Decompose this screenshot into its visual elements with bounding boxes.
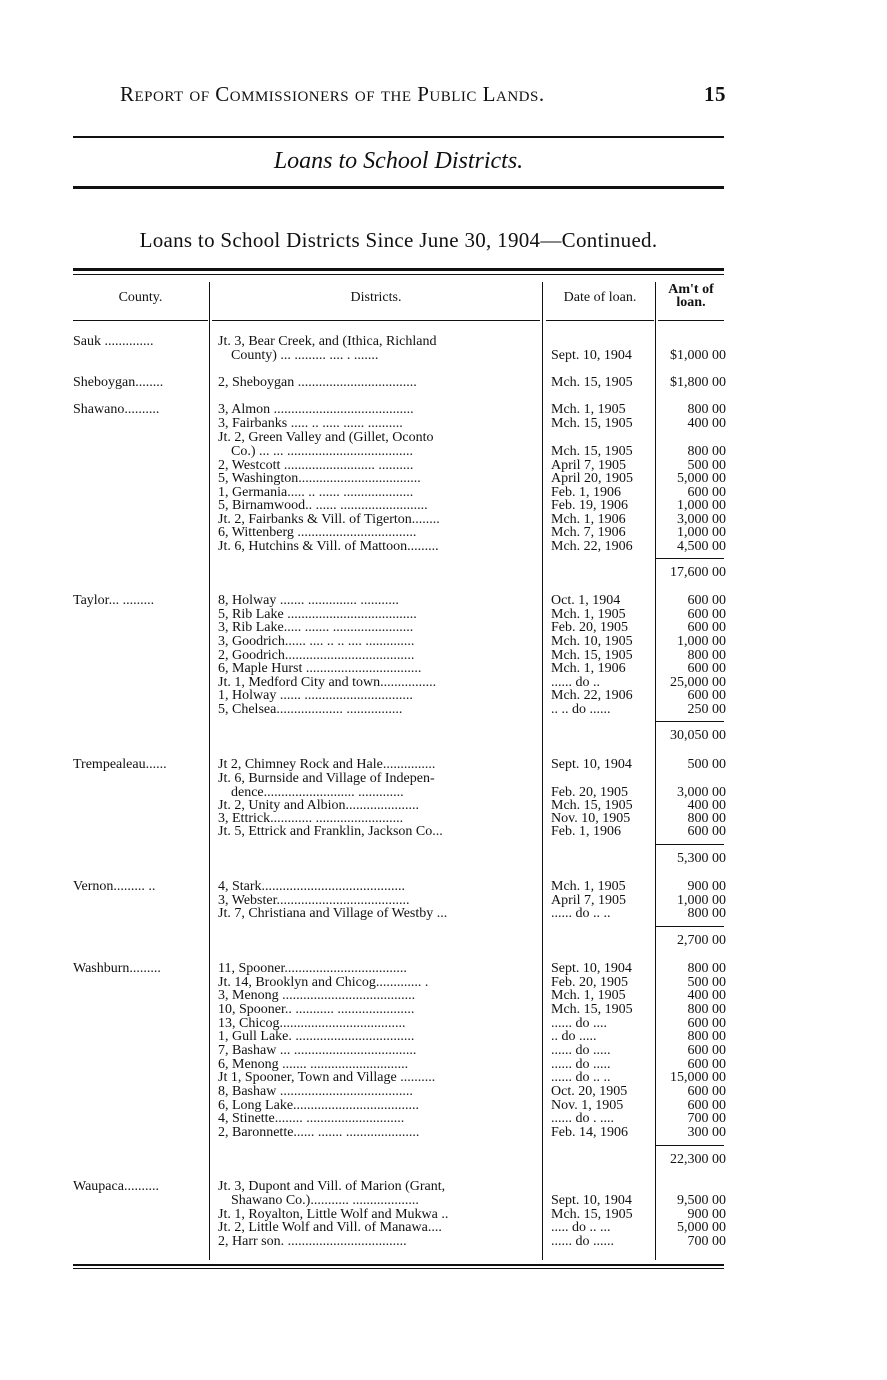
subtotal-amount: 5,300 00: [677, 852, 726, 866]
subtotal-rule: [656, 721, 724, 722]
district-cell: Jt 1, Spooner, Town and Village ..........: [218, 1071, 436, 1085]
district-cell: Jt. 5, Ettrick and Franklin, Jackson Co...: [218, 825, 443, 839]
amount-cell: 800 00: [687, 445, 726, 459]
amount-cell: 500 00: [687, 976, 726, 990]
date-cell: Feb. 1, 1906: [551, 825, 621, 839]
subtotal-amount: 30,050 00: [670, 729, 726, 743]
amount-cell: 600 00: [687, 689, 726, 703]
amount-cell: 600 00: [687, 1099, 726, 1113]
subtotal-rule: [656, 926, 724, 927]
column-header-date: Date of loan.: [563, 290, 637, 305]
column-header-amount-line1: Am't of: [668, 282, 714, 297]
subtotal-amount: 22,300 00: [670, 1153, 726, 1167]
subtotal-rule: [656, 844, 724, 845]
column-divider: [542, 282, 543, 1260]
amount-cell: 300 00: [687, 1126, 726, 1140]
amount-cell: $1,000 00: [670, 349, 726, 363]
running-title: Report of Commissioners of the Public Lands.: [120, 82, 545, 106]
district-cell: Jt. 1, Royalton, Little Wolf and Mukwa ..: [218, 1208, 449, 1222]
subtotal-amount: 2,700 00: [677, 934, 726, 948]
district-cell: 3, Menong ......................................: [218, 989, 416, 1003]
district-cell: 3, Webster......................................: [218, 894, 410, 908]
date-cell: Mch. 15, 1905: [551, 445, 633, 459]
amount-cell: 600 00: [687, 621, 726, 635]
district-cell: Jt. 2, Green Valley and (Gillet, Oconto: [218, 431, 434, 445]
section-title: Loans to School Districts.: [273, 148, 524, 174]
district-cell: 6, Wittenberg ..................................: [218, 526, 417, 540]
date-cell: April 20, 1905: [551, 472, 634, 486]
date-cell: ...... do .....: [551, 1058, 611, 1072]
district-cell: Jt 2, Chimney Rock and Hale...............: [218, 758, 436, 772]
county-cell: Shawano..........: [73, 403, 160, 417]
amount-cell: 4,500 00: [677, 540, 726, 554]
amount-cell: 400 00: [687, 417, 726, 431]
district-cell: Jt. 6, Burnside and Village of Indepen-: [218, 772, 435, 786]
district-cell: 3, Goodrich...... .... .. .. .... ..............: [218, 635, 415, 649]
date-cell: Sept. 10, 1904: [551, 962, 632, 976]
date-cell: ...... do .. ..: [551, 907, 611, 921]
district-cell: 3, Fairbanks ..... .. ..... ...... ..........: [218, 417, 403, 431]
district-cell: 2, Harr son. ..................................: [218, 1235, 407, 1249]
date-cell: ...... do .. ..: [551, 1071, 611, 1085]
column-header-districts: Districts.: [350, 290, 402, 305]
amount-cell: 800 00: [687, 962, 726, 976]
date-cell: ...... do .....: [551, 1044, 611, 1058]
date-cell: April 7, 1905: [551, 894, 627, 908]
amount-cell: 1,000 00: [677, 894, 726, 908]
amount-cell: 600 00: [687, 825, 726, 839]
header-underline: [212, 320, 540, 321]
date-cell: Mch. 15, 1905: [551, 376, 633, 390]
district-cell: 2, Sheboygan ..................................: [218, 376, 417, 390]
amount-cell: 5,000 00: [677, 1221, 726, 1235]
district-cell: 1, Gull Lake. ..................................: [218, 1030, 415, 1044]
amount-cell: 25,000 00: [670, 676, 726, 690]
amount-cell: 600 00: [687, 1044, 726, 1058]
date-cell: Mch. 15, 1905: [551, 649, 633, 663]
amount-cell: 600 00: [687, 594, 726, 608]
date-cell: ...... do ..: [551, 676, 600, 690]
amount-cell: 500 00: [687, 459, 726, 473]
date-cell: Mch. 15, 1905: [551, 1208, 633, 1222]
date-cell: Sept. 10, 1904: [551, 758, 632, 772]
district-cell: dence.......................... .............: [231, 786, 404, 800]
table-top-rule-thin: [73, 274, 724, 275]
date-cell: April 7, 1905: [551, 459, 627, 473]
amount-cell: 800 00: [687, 649, 726, 663]
date-cell: Feb. 20, 1905: [551, 621, 628, 635]
county-cell: Vernon......... ..: [73, 880, 156, 894]
amount-cell: 800 00: [687, 1003, 726, 1017]
amount-cell: 600 00: [687, 1085, 726, 1099]
district-cell: 5, Birnamwood.. ...... .........................: [218, 499, 428, 513]
column-divider: [655, 282, 656, 1260]
amount-cell: 600 00: [687, 662, 726, 676]
amount-cell: 800 00: [687, 812, 726, 826]
header-underline: [658, 320, 724, 321]
amount-cell: 800 00: [687, 907, 726, 921]
column-header-county: County.: [118, 290, 163, 305]
district-cell: Shawano Co.)........... ...................: [231, 1194, 419, 1208]
amount-cell: 500 00: [687, 758, 726, 772]
district-cell: 5, Washington...................................: [218, 472, 421, 486]
district-cell: Jt. 2, Fairbanks & Vill. of Tigerton........: [218, 513, 440, 527]
district-cell: 7, Bashaw ... ...................................: [218, 1044, 417, 1058]
district-cell: Jt. 3, Dupont and Vill. of Marion (Grant,: [218, 1180, 446, 1194]
district-cell: 1, Germania..... .. ...... ....................: [218, 486, 414, 500]
header-underline: [73, 320, 208, 321]
date-cell: Oct. 1, 1904: [551, 594, 621, 608]
subtotal-rule: [656, 558, 724, 559]
date-cell: Mch. 1, 1905: [551, 608, 626, 622]
date-cell: Oct. 20, 1905: [551, 1085, 628, 1099]
amount-cell: 1,000 00: [677, 635, 726, 649]
date-cell: Feb. 20, 1905: [551, 976, 628, 990]
district-cell: 5, Chelsea................... ................: [218, 703, 403, 717]
amount-cell: 9,500 00: [677, 1194, 726, 1208]
district-cell: Co.) ... ... ....................................: [231, 445, 413, 459]
amount-cell: 600 00: [687, 486, 726, 500]
district-cell: Jt. 6, Hutchins & Vill. of Mattoon.........: [218, 540, 439, 554]
county-cell: Sheboygan........: [73, 376, 164, 390]
amount-cell: 250 00: [687, 703, 726, 717]
date-cell: Nov. 10, 1905: [551, 812, 631, 826]
district-cell: 11, Spooner...................................: [218, 962, 407, 976]
date-cell: Mch. 1, 1906: [551, 513, 626, 527]
header-rule-bottom: [73, 186, 724, 189]
district-cell: County) ... ......... .... . .......: [231, 349, 379, 363]
amount-cell: 5,000 00: [677, 472, 726, 486]
amount-cell: 900 00: [687, 1208, 726, 1222]
header-underline: [546, 320, 654, 321]
date-cell: Mch. 7, 1906: [551, 526, 626, 540]
date-cell: ...... do ......: [551, 1235, 614, 1249]
amount-cell: 1,000 00: [677, 526, 726, 540]
amount-cell: 15,000 00: [670, 1071, 726, 1085]
date-cell: Mch. 1, 1905: [551, 403, 626, 417]
county-cell: Washburn.........: [73, 962, 161, 976]
amount-cell: 700 00: [687, 1235, 726, 1249]
column-divider: [209, 282, 210, 1260]
amount-cell: 400 00: [687, 989, 726, 1003]
date-cell: ...... do . ....: [551, 1112, 614, 1126]
date-cell: .. .. do ......: [551, 703, 611, 717]
table-bottom-rule-thin: [73, 1268, 724, 1269]
amount-cell: 900 00: [687, 880, 726, 894]
amount-cell: 400 00: [687, 799, 726, 813]
amount-cell: 800 00: [687, 1030, 726, 1044]
amount-cell: 800 00: [687, 403, 726, 417]
district-cell: 5, Rib Lake .....................................: [218, 608, 417, 622]
district-cell: Jt. 3, Bear Creek, and (Ithica, Richland: [218, 335, 437, 349]
table-title: Loans to School Districts Since June 30, 1904—Continued.: [139, 228, 658, 252]
date-cell: Feb. 20, 1905: [551, 786, 628, 800]
table-bottom-rule: [73, 1264, 724, 1266]
date-cell: .. do .....: [551, 1030, 597, 1044]
district-cell: 6, Menong ....... ............................: [218, 1058, 409, 1072]
district-cell: Jt. 2, Unity and Albion.....................: [218, 799, 420, 813]
district-cell: 4, Stark.........................................: [218, 880, 406, 894]
district-cell: 2, Westcott .......................... ..........: [218, 459, 414, 473]
date-cell: Sept. 10, 1904: [551, 1194, 632, 1208]
date-cell: Mch. 10, 1905: [551, 635, 633, 649]
district-cell: 3, Almon ........................................: [218, 403, 414, 417]
date-cell: Nov. 1, 1905: [551, 1099, 624, 1113]
district-cell: Jt. 7, Christiana and Village of Westby ...: [218, 907, 448, 921]
amount-cell: 600 00: [687, 608, 726, 622]
district-cell: Jt. 1, Medford City and town................: [218, 676, 437, 690]
column-header-amount-line2: loan.: [676, 295, 706, 310]
district-cell: 13, Chicog....................................: [218, 1017, 406, 1031]
district-cell: 8, Holway ....... .............. ...........: [218, 594, 399, 608]
district-cell: Jt. 2, Little Wolf and Vill. of Manawa....: [218, 1221, 442, 1235]
county-cell: Trempealeau......: [73, 758, 167, 772]
running-head: [120, 82, 730, 112]
date-cell: Mch. 22, 1906: [551, 540, 633, 554]
amount-cell: 600 00: [687, 1058, 726, 1072]
district-cell: 6, Long Lake....................................: [218, 1099, 420, 1113]
date-cell: Feb. 14, 1906: [551, 1126, 628, 1140]
county-cell: Taylor... .........: [73, 594, 155, 608]
district-cell: 8, Bashaw ......................................: [218, 1085, 413, 1099]
date-cell: Sept. 10, 1904: [551, 349, 632, 363]
date-cell: Mch. 15, 1905: [551, 1003, 633, 1017]
amount-cell: $1,800 00: [670, 376, 726, 390]
date-cell: Mch. 1, 1905: [551, 880, 626, 894]
district-cell: 3, Ettrick............ .........................: [218, 812, 404, 826]
page-number: 15: [704, 82, 726, 106]
header-rule-top: [73, 136, 724, 138]
date-cell: Mch. 15, 1905: [551, 799, 633, 813]
county-cell: Sauk ..............: [73, 335, 154, 349]
subtotal-amount: 17,600 00: [670, 566, 726, 580]
district-cell: 1, Holway ...... ...............................: [218, 689, 413, 703]
amount-cell: 600 00: [687, 1017, 726, 1031]
amount-cell: 3,000 00: [677, 786, 726, 800]
district-cell: 3, Rib Lake..... ....... .......................: [218, 621, 414, 635]
amount-cell: 700 00: [687, 1112, 726, 1126]
district-cell: 4, Stinette........ ............................: [218, 1112, 405, 1126]
date-cell: ...... do ....: [551, 1017, 607, 1031]
amount-cell: 3,000 00: [677, 513, 726, 527]
district-cell: 2, Goodrich.....................................: [218, 649, 415, 663]
date-cell: Mch. 15, 1905: [551, 417, 633, 431]
subtotal-rule: [656, 1145, 724, 1146]
table-top-rule: [73, 268, 724, 271]
date-cell: Mch. 1, 1905: [551, 989, 626, 1003]
date-cell: Mch. 22, 1906: [551, 689, 633, 703]
date-cell: Feb. 1, 1906: [551, 486, 621, 500]
district-cell: 6, Maple Hurst .................................: [218, 662, 422, 676]
district-cell: 2, Baronnette...... ....... .....................: [218, 1126, 420, 1140]
amount-cell: 1,000 00: [677, 499, 726, 513]
date-cell: Mch. 1, 1906: [551, 662, 626, 676]
date-cell: ..... do .. ...: [551, 1221, 611, 1235]
district-cell: Jt. 14, Brooklyn and Chicog............. .: [218, 976, 429, 990]
county-cell: Waupaca..........: [73, 1180, 159, 1194]
column-header-amount: [658, 283, 724, 309]
date-cell: Feb. 19, 1906: [551, 499, 628, 513]
district-cell: 10, Spooner.. ........... ......................: [218, 1003, 415, 1017]
